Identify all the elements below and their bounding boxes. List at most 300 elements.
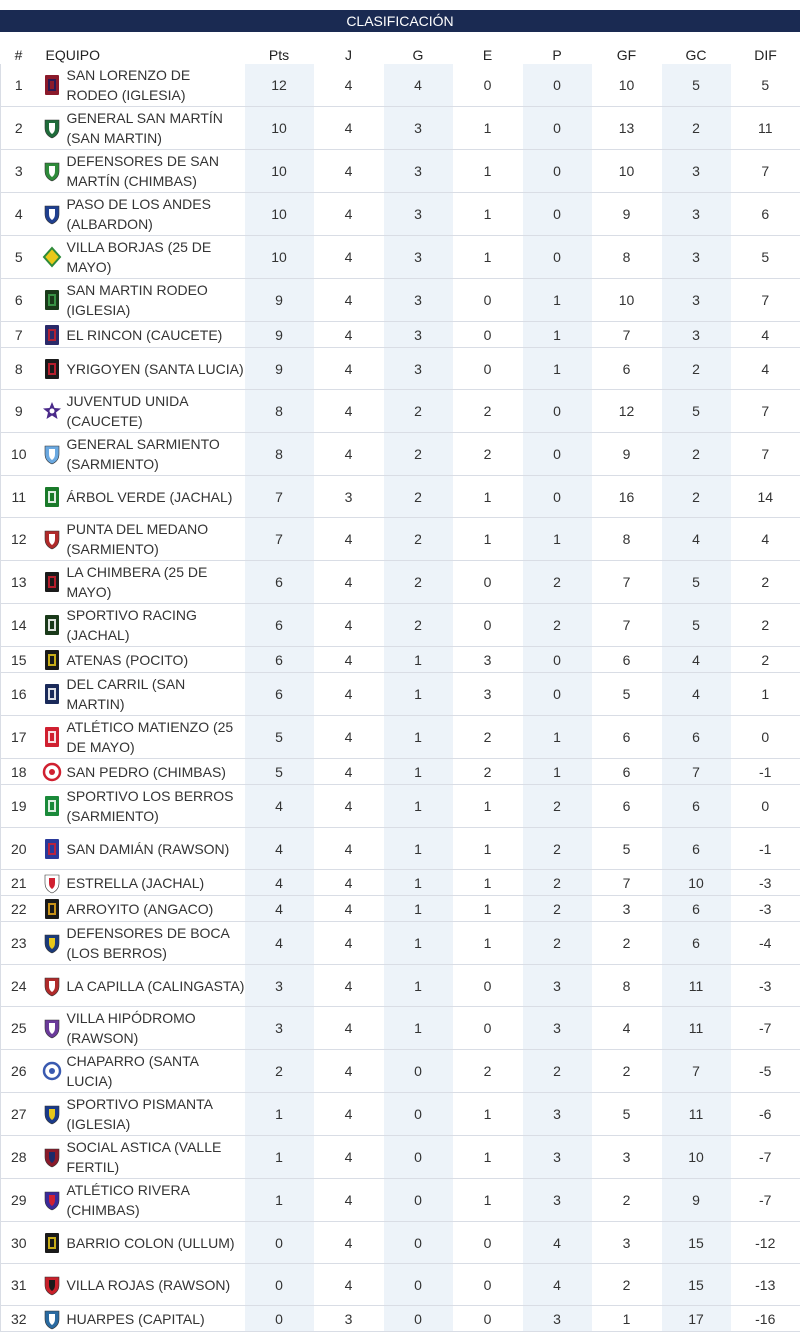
pts-cell: 1 [245,1136,314,1179]
drawn-cell: 1 [453,828,523,870]
won-cell: 0 [384,1050,453,1093]
pts-cell: 8 [245,390,314,433]
standings-row[interactable] [1,279,800,322]
drawn-cell: 1 [453,896,523,922]
standings-row[interactable] [1,759,800,785]
goal-diff-cell: 0 [731,716,800,759]
goals-for-cell: 7 [592,604,662,647]
position-cell: 6 [1,279,37,322]
standings-row[interactable] [1,348,800,390]
position-cell: 7 [1,322,37,348]
team-name[interactable]: DEFENSORES DE SAN MARTÍN (CHIMBAS) [66,153,219,189]
goal-diff-cell: -7 [731,1136,800,1179]
drawn-cell: 1 [453,1093,523,1136]
played-cell: 4 [314,716,384,759]
standings-row[interactable] [1,870,800,896]
el-rincon-crest-icon [37,324,67,346]
played-cell: 4 [314,322,384,348]
drawn-cell: 0 [453,561,523,604]
del-carril-crest-icon [37,683,67,705]
drawn-cell: 1 [453,922,523,965]
team-name[interactable]: PUNTA DEL MEDANO (SARMIENTO) [66,521,209,557]
lost-cell: 4 [523,1264,592,1306]
won-cell: 3 [384,348,453,390]
standings-table [0,32,800,1332]
position-cell: 21 [1,870,37,896]
team-name[interactable]: BARRIO COLON (ULLUM) [66,1234,235,1251]
goals-against-cell: 2 [662,476,731,518]
pts-cell: 12 [245,64,314,107]
standings-row[interactable] [1,1093,800,1136]
won-cell: 3 [384,107,453,150]
played-cell: 4 [314,236,384,279]
lost-cell: 3 [523,1306,592,1332]
drawn-cell: 1 [453,236,523,279]
team-name[interactable]: SPORTIVO PISMANTA (IGLESIA) [66,1096,213,1132]
lost-cell: 1 [523,518,592,561]
atletico-matienzo-crest-icon [37,726,67,748]
goals-for-cell: 2 [592,1264,662,1306]
drawn-cell: 0 [453,965,523,1007]
goals-against-cell: 7 [662,759,731,785]
won-cell: 1 [384,828,453,870]
team-cell[interactable] [37,673,245,716]
team-name[interactable]: SOCIAL ASTICA (VALLE FERTIL) [66,1139,222,1175]
pts-cell: 10 [245,236,314,279]
won-cell: 0 [384,1136,453,1179]
col-header-gf: GF [616,47,637,63]
position-cell: 27 [1,1093,37,1136]
goals-against-cell: 10 [662,1136,731,1179]
col-header-p: P [552,47,562,63]
lost-cell: 0 [523,193,592,236]
standings-row[interactable] [1,828,800,870]
team-name[interactable]: HUARPES (CAPITAL) [66,1310,205,1327]
goals-for-cell: 7 [592,561,662,604]
goals-for-cell: 16 [592,476,662,518]
position-cell: 24 [1,965,37,1007]
goals-for-cell: 1 [592,1306,662,1332]
defensores-san-martin-crest-icon [37,160,67,182]
team-name[interactable]: LA CHIMBERA (25 DE MAYO) [66,564,208,600]
standings-row[interactable] [1,518,800,561]
goals-against-cell: 10 [662,870,731,896]
standings-row[interactable] [1,896,800,922]
paso-de-los-andes-crest-icon [37,203,67,225]
pts-cell: 1 [245,1093,314,1136]
standings-row[interactable] [1,716,800,759]
pts-cell: 4 [245,870,314,896]
team-name[interactable]: DEFENSORES DE BOCA (LOS BERROS) [66,925,230,961]
team-name[interactable]: ARROYITO (ANGACO) [66,900,214,917]
team-cell[interactable] [37,828,245,870]
goals-against-cell: 15 [662,1222,731,1264]
yrigoyen-crest-icon [37,358,67,380]
pts-cell: 4 [245,922,314,965]
team-cell[interactable] [37,965,245,1007]
played-cell: 4 [314,922,384,965]
lost-cell: 3 [523,1179,592,1222]
col-header-dif: DIF [754,47,777,63]
goal-diff-cell: 0 [731,785,800,828]
team-cell[interactable] [37,390,245,433]
general-san-martin-crest-icon [37,117,67,139]
san-lorenzo-crest-icon [37,74,67,96]
team-cell[interactable] [37,716,245,759]
team-cell[interactable] [37,193,245,236]
won-cell: 0 [384,1179,453,1222]
drawn-cell: 1 [453,107,523,150]
san-pedro-crest-icon [37,761,67,783]
lost-cell: 0 [523,150,592,193]
lost-cell: 1 [523,716,592,759]
team-cell[interactable] [37,1007,245,1050]
goals-for-cell: 9 [592,433,662,476]
played-cell: 4 [314,348,384,390]
goal-diff-cell: 2 [731,561,800,604]
lost-cell: 0 [523,107,592,150]
won-cell: 1 [384,785,453,828]
team-name[interactable]: EL RINCON (CAUCETE) [66,326,223,343]
drawn-cell: 3 [453,647,523,673]
won-cell: 0 [384,1093,453,1136]
team-cell[interactable] [37,476,245,518]
goal-diff-cell: 4 [731,322,800,348]
standings-title: CLASIFICACIÓN [0,10,800,32]
goals-against-cell: 6 [662,716,731,759]
team-cell[interactable] [37,1222,245,1264]
goal-diff-cell: -3 [731,965,800,1007]
team-cell[interactable] [37,1179,245,1222]
pts-cell: 4 [245,785,314,828]
la-chimbera-crest-icon [37,571,67,593]
played-cell: 4 [314,870,384,896]
goal-diff-cell: -7 [731,1179,800,1222]
goals-against-cell: 5 [662,64,731,107]
goals-against-cell: 4 [662,647,731,673]
goal-diff-cell: -5 [731,1050,800,1093]
won-cell: 0 [384,1264,453,1306]
goal-diff-cell: -6 [731,1093,800,1136]
lost-cell: 0 [523,433,592,476]
sportivo-los-berros-crest-icon [37,795,67,817]
drawn-cell: 1 [453,1136,523,1179]
team-name[interactable]: SAN PEDRO (CHIMBAS) [66,763,226,780]
position-cell: 17 [1,716,37,759]
won-cell: 0 [384,1222,453,1264]
lost-cell: 2 [523,1050,592,1093]
won-cell: 2 [384,518,453,561]
goals-for-cell: 3 [592,1136,662,1179]
standings-row[interactable] [1,561,800,604]
played-cell: 4 [314,647,384,673]
won-cell: 2 [384,433,453,476]
team-name[interactable]: PASO DE LOS ANDES (ALBARDON) [66,196,211,232]
goals-against-cell: 15 [662,1264,731,1306]
position-cell: 25 [1,1007,37,1050]
standings-row[interactable] [1,193,800,236]
played-cell: 4 [314,604,384,647]
standings-row[interactable] [1,64,800,107]
col-header-pos: # [14,47,23,63]
lost-cell: 0 [523,673,592,716]
team-cell[interactable] [37,896,245,922]
team-name[interactable]: CHAPARRO (SANTA LUCIA) [66,1053,199,1089]
position-cell: 19 [1,785,37,828]
played-cell: 4 [314,1264,384,1306]
pts-cell: 9 [245,348,314,390]
standings-row[interactable] [1,1306,800,1332]
goals-for-cell: 2 [592,1050,662,1093]
goals-for-cell: 2 [592,1179,662,1222]
lost-cell: 2 [523,870,592,896]
team-name[interactable]: GENERAL SAN MARTÍN (SAN MARTIN) [66,110,223,146]
team-cell[interactable] [37,870,245,896]
won-cell: 1 [384,870,453,896]
won-cell: 1 [384,759,453,785]
team-cell[interactable] [37,279,245,322]
goals-against-cell: 6 [662,828,731,870]
lost-cell: 0 [523,236,592,279]
goals-for-cell: 5 [592,673,662,716]
played-cell: 4 [314,518,384,561]
team-cell[interactable] [37,322,245,348]
standings-row[interactable] [1,150,800,193]
position-cell: 5 [1,236,37,279]
standings-row[interactable] [1,433,800,476]
pts-cell: 3 [245,1007,314,1050]
juventud-unida-crest-icon [37,400,67,422]
goal-diff-cell: 1 [731,673,800,716]
goal-diff-cell: -7 [731,1007,800,1050]
standings-row[interactable] [1,1264,800,1306]
standings-row[interactable] [1,1136,800,1179]
position-cell: 14 [1,604,37,647]
villa-hipodromo-crest-icon [37,1017,67,1039]
arroyito-crest-icon [37,898,67,920]
goals-for-cell: 10 [592,64,662,107]
standings-row[interactable] [1,1222,800,1264]
won-cell: 1 [384,673,453,716]
goals-for-cell: 6 [592,785,662,828]
drawn-cell: 0 [453,279,523,322]
standings-row[interactable] [1,785,800,828]
position-cell: 4 [1,193,37,236]
team-cell[interactable] [37,64,245,107]
standings-row[interactable] [1,236,800,279]
team-name[interactable]: SPORTIVO RACING (JACHAL) [66,607,197,643]
team-cell[interactable] [37,1136,245,1179]
played-cell: 4 [314,150,384,193]
lost-cell: 3 [523,965,592,1007]
team-name[interactable]: YRIGOYEN (SANTA LUCIA) [66,360,244,377]
team-name[interactable]: VILLA ROJAS (RAWSON) [66,1276,231,1293]
lost-cell: 1 [523,322,592,348]
social-astica-crest-icon [37,1146,67,1168]
lost-cell: 1 [523,279,592,322]
drawn-cell: 0 [453,1222,523,1264]
standings-row[interactable] [1,390,800,433]
drawn-cell: 3 [453,673,523,716]
position-cell: 20 [1,828,37,870]
goals-against-cell: 11 [662,965,731,1007]
team-name[interactable]: VILLA BORJAS (25 DE MAYO) [66,239,212,275]
team-name[interactable]: JUVENTUD UNIDA (CAUCETE) [66,393,188,429]
goals-for-cell: 6 [592,716,662,759]
team-cell[interactable] [37,518,245,561]
pts-cell: 0 [245,1264,314,1306]
estrella-crest-icon [37,872,67,894]
played-cell: 4 [314,1179,384,1222]
team-cell[interactable] [37,433,245,476]
team-cell[interactable] [37,1093,245,1136]
played-cell: 4 [314,390,384,433]
villa-rojas-crest-icon [37,1274,67,1296]
goals-against-cell: 2 [662,348,731,390]
played-cell: 4 [314,279,384,322]
goals-against-cell: 6 [662,896,731,922]
standings-row[interactable] [1,107,800,150]
lost-cell: 1 [523,759,592,785]
played-cell: 4 [314,1222,384,1264]
team-cell[interactable] [37,1050,245,1093]
goal-diff-cell: -3 [731,870,800,896]
pts-cell: 10 [245,150,314,193]
played-cell: 3 [314,1306,384,1332]
lost-cell: 2 [523,896,592,922]
team-name[interactable]: ATENAS (POCITO) [66,651,189,668]
position-cell: 8 [1,348,37,390]
team-name[interactable]: SAN LORENZO DE RODEO (IGLESIA) [66,67,191,103]
played-cell: 4 [314,1050,384,1093]
drawn-cell: 0 [453,604,523,647]
team-cell[interactable] [37,604,245,647]
team-cell[interactable] [37,107,245,150]
goals-against-cell: 3 [662,236,731,279]
played-cell: 4 [314,785,384,828]
team-name[interactable]: GENERAL SARMIENTO (SARMIENTO) [66,436,220,472]
team-name[interactable]: ESTRELLA (JACHAL) [66,874,205,891]
team-cell[interactable] [37,561,245,604]
goals-for-cell: 10 [592,279,662,322]
goals-against-cell: 9 [662,1179,731,1222]
san-martin-rodeo-crest-icon [37,289,67,311]
team-name[interactable]: SAN DAMIÁN (RAWSON) [66,840,230,857]
team-name[interactable]: DEL CARRIL (SAN MARTIN) [66,676,186,712]
team-cell[interactable] [37,150,245,193]
lost-cell: 2 [523,922,592,965]
defensores-de-boca-crest-icon [37,932,67,954]
goal-diff-cell: 5 [731,64,800,107]
position-cell: 22 [1,896,37,922]
goals-against-cell: 3 [662,193,731,236]
position-cell: 16 [1,673,37,716]
team-name[interactable]: LA CAPILLA (CALINGASTA) [66,977,245,994]
team-name[interactable]: SPORTIVO LOS BERROS (SARMIENTO) [66,788,234,824]
team-cell[interactable] [37,1264,245,1306]
team-name[interactable]: ATLÉTICO MATIENZO (25 DE MAYO) [66,719,234,755]
drawn-cell: 1 [453,476,523,518]
standings-row[interactable] [1,604,800,647]
team-cell[interactable] [37,1306,245,1332]
standings-row[interactable] [1,647,800,673]
won-cell: 1 [384,647,453,673]
general-sarmiento-crest-icon [37,443,67,465]
goals-against-cell: 4 [662,518,731,561]
drawn-cell: 0 [453,322,523,348]
lost-cell: 0 [523,647,592,673]
goal-diff-cell: 11 [731,107,800,150]
team-name[interactable]: ÁRBOL VERDE (JACHAL) [66,488,233,505]
position-cell: 13 [1,561,37,604]
goals-against-cell: 2 [662,433,731,476]
lost-cell: 2 [523,828,592,870]
team-name[interactable]: VILLA HIPÓDROMO (RAWSON) [66,1010,196,1046]
goals-against-cell: 3 [662,322,731,348]
team-name[interactable]: ATLÉTICO RIVERA (CHIMBAS) [66,1182,190,1218]
standings-row[interactable] [1,922,800,965]
drawn-cell: 1 [453,193,523,236]
played-cell: 4 [314,1136,384,1179]
team-cell[interactable] [37,759,245,785]
drawn-cell: 1 [453,785,523,828]
team-cell[interactable] [37,922,245,965]
goal-diff-cell: -16 [731,1306,800,1332]
played-cell: 4 [314,193,384,236]
drawn-cell: 1 [453,518,523,561]
header-row [1,32,800,64]
goals-against-cell: 11 [662,1007,731,1050]
standings-row[interactable] [1,1179,800,1222]
standings-row[interactable] [1,322,800,348]
standings-row[interactable] [1,673,800,716]
position-cell: 31 [1,1264,37,1306]
standings-row[interactable] [1,965,800,1007]
arbol-verde-crest-icon [37,486,67,508]
goal-diff-cell: -1 [731,759,800,785]
goal-diff-cell: -3 [731,896,800,922]
won-cell: 3 [384,236,453,279]
team-cell[interactable] [37,785,245,828]
team-name[interactable]: SAN MARTIN RODEO (IGLESIA) [66,282,208,318]
lost-cell: 2 [523,604,592,647]
lost-cell: 1 [523,348,592,390]
position-cell: 10 [1,433,37,476]
goal-diff-cell: 7 [731,150,800,193]
goal-diff-cell: 7 [731,390,800,433]
goals-against-cell: 4 [662,673,731,716]
standings-row[interactable] [1,1050,800,1093]
team-cell[interactable] [37,348,245,390]
goal-diff-cell: 2 [731,604,800,647]
standings-row[interactable] [1,1007,800,1050]
la-capilla-crest-icon [37,975,67,997]
chaparro-crest-icon [37,1060,67,1082]
col-header-gc: GC [685,47,707,63]
position-cell: 28 [1,1136,37,1179]
col-header-j: J [345,47,352,63]
huarpes-crest-icon [37,1308,67,1330]
goals-for-cell: 3 [592,896,662,922]
goal-diff-cell: 7 [731,433,800,476]
team-cell[interactable] [37,236,245,279]
position-cell: 2 [1,107,37,150]
won-cell: 2 [384,604,453,647]
played-cell: 4 [314,107,384,150]
standings-row[interactable] [1,476,800,518]
drawn-cell: 2 [453,390,523,433]
team-cell[interactable] [37,647,245,673]
